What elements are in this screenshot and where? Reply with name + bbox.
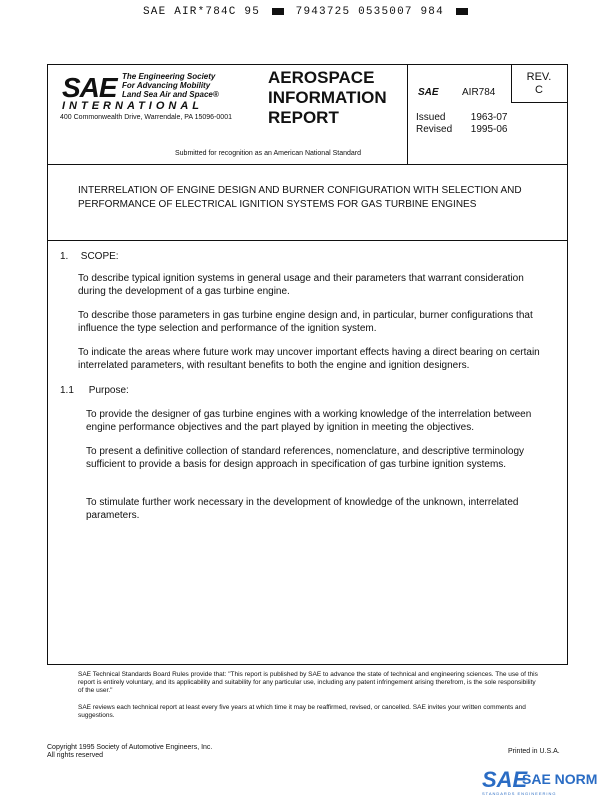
section-title: SCOPE: [80,251,119,262]
paragraph: To describe those parameters in gas turbine engine design and, in particular, burner configurations that influence the type selection and performance of the ignition system. [78,310,533,334]
sae-small-logo: SAE [418,87,439,98]
revision-label: REV. [526,71,552,83]
review-note: SAE reviews each technical report at least every five years at which time it may be reaffirmed, revised, or cancelled. SAE invites your written comments and suggestions. [78,704,526,719]
barcode-block-icon [456,8,468,15]
watermark-sae-logo: SAE [482,767,528,792]
rev-divider-horizontal [511,102,568,103]
document-number: AIR784 [462,87,496,98]
section-heading [60,384,129,397]
report-type-line: AEROSPACE [268,68,375,87]
printed-in: Printed in U.S.A. [508,748,560,755]
revision-box [517,71,561,97]
header-divider-horizontal [47,164,568,165]
section-number: 1. [60,251,69,262]
report-type-title [268,68,387,128]
revised-row [416,124,507,136]
header-divider-vertical [407,64,408,164]
report-type-line: INFORMATION [268,88,387,107]
issued-label: Issued [416,112,446,123]
paragraph: To present a definitive collection of standard references, nomenclature, and descriptive terminology sufficient to provide a basis for design approach in specification of gas turbine ignition systems. [86,446,525,470]
logo-tagline-text: Land Sea Air and Space [122,90,213,99]
paragraph: To stimulate further work necessary in the development of knowledge of the unknown, interrelated parameters. [86,497,519,521]
logo-tagline-line: The Engineering Society [122,72,216,81]
registered-mark: ® [212,90,219,99]
document-title: INTERRELATION OF ENGINE DESIGN AND BURNER CONFIGURATION WITH SELECTION AND PERFORMANCE OF ELECTRICAL IGNITION SYSTEMS FOR GAS TURBINE ENGINES [78,185,522,210]
rev-divider-vertical [511,64,512,102]
logo-tagline-line [122,90,219,99]
paragraph: To describe typical ignition systems in general usage and their parameters that warrant consideration during the development of a gas turbine engine. [78,273,524,297]
section-title: Purpose: [88,385,129,396]
issued-date: 1963-07 [470,112,508,123]
revised-label: Revised [416,124,453,135]
revision-value: C [535,84,543,96]
logo-international: INTERNATIONAL [62,100,204,112]
copyright-line: Copyright 1995 Society of Automotive Engineers, Inc. [47,744,213,751]
watermark-subtext: STANDARDS ENGINEERING [482,791,557,796]
sae-logo: SAE [62,72,117,103]
board-rules-note: SAE Technical Standards Board Rules provide that: "This report is published by SAE to advance the state of technical and engineering sciences. The use of this report is entirely voluntary, and its applicability and suitability for any particular use, including any patent infringement arising therefrom, is the sole responsibility of the user." [78,671,538,694]
section-number: 1.1 [60,385,74,396]
title-divider-horizontal [47,240,568,241]
logo-tagline [122,72,219,99]
issued-row [416,112,507,124]
submitted-note: Submitted for recognition as an American National Standard [175,150,361,157]
logo-tagline-line: For Advancing Mobility [122,81,211,90]
revised-date: 1995-06 [470,124,508,135]
paragraph: To provide the designer of gas turbine engines with a working knowledge of the interrelation between engine performance objectives and the part played by ignition in meeting the objectives. [86,409,532,433]
watermark-text: SAE NORM [522,771,598,787]
copyright-line: All rights reserved [47,752,104,759]
barcode-block-icon [272,8,284,15]
paragraph: To indicate the areas where future work may uncover important effects having a direct bearing on certain interrelated parameters, with resultant benefits to both the engine and ignition designers. [78,347,540,371]
sae-address: 400 Commonwealth Drive, Warrendale, PA 15096-0001 [60,114,232,121]
section-heading [60,250,119,263]
document-code-left: SAE AIR*784C 95 [143,6,261,18]
document-code-line [143,6,472,18]
copyright [47,744,212,760]
document-dates [416,112,507,136]
document-code-right: 7943725 0535007 984 [295,6,444,18]
report-type-line: REPORT [268,108,339,127]
